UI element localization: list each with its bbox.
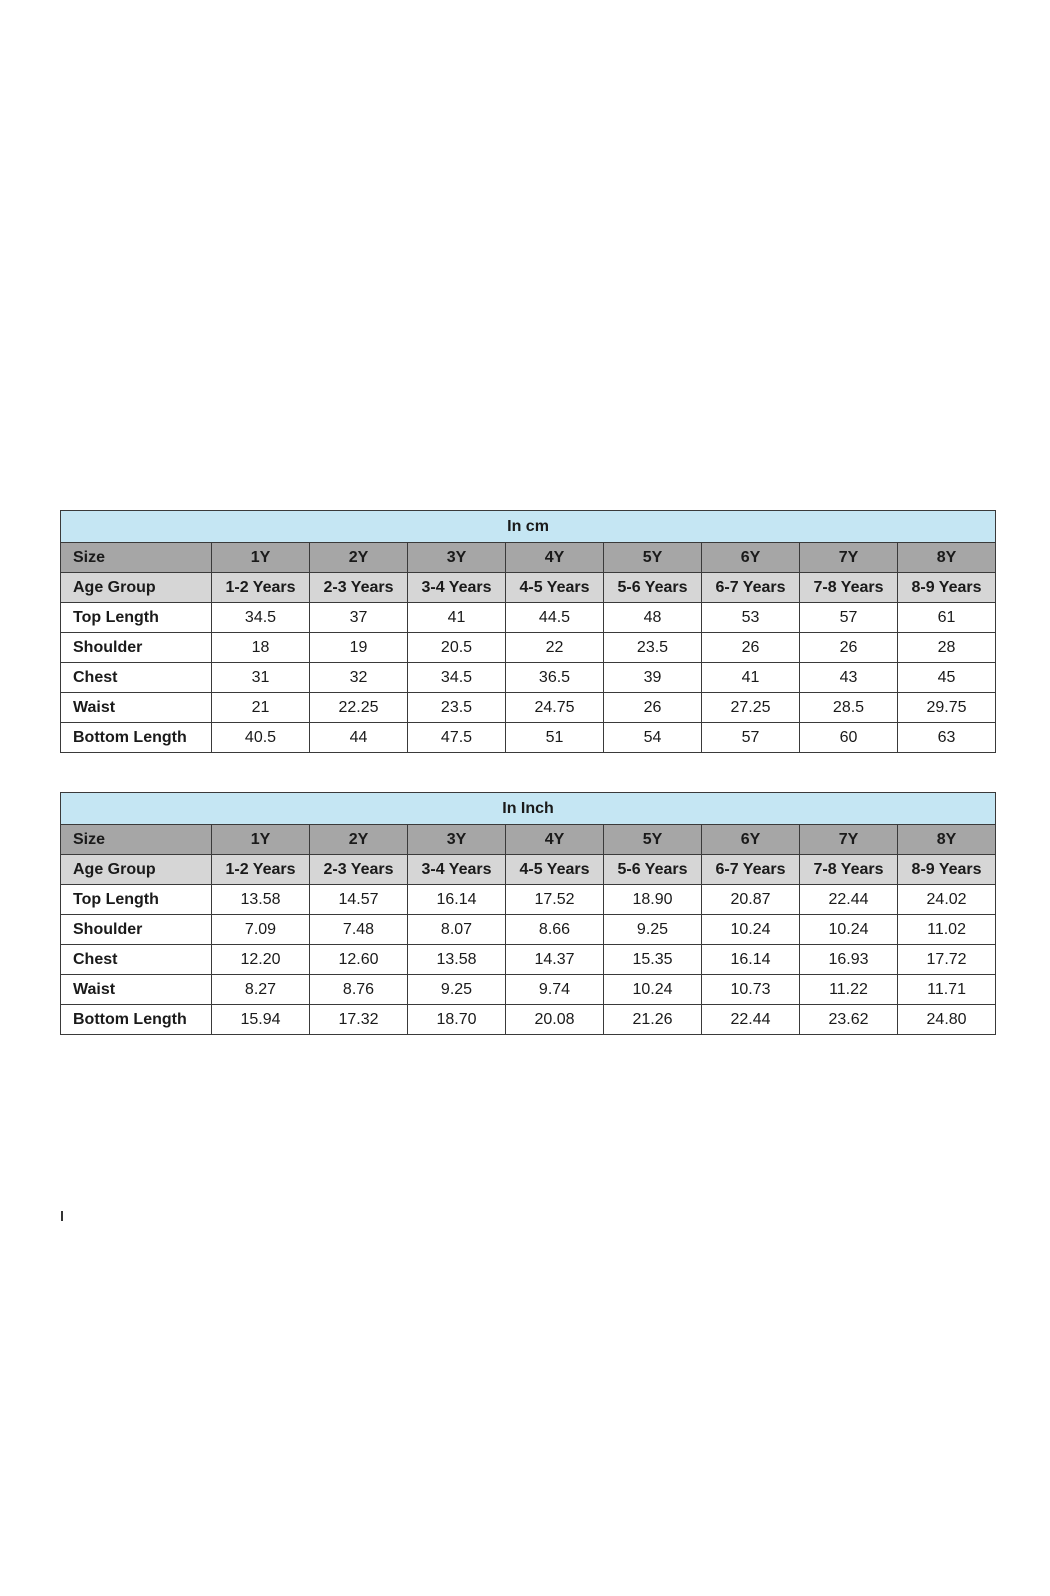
measurement-value: 20.5: [408, 633, 506, 663]
measurement-value: 16.93: [800, 945, 898, 975]
measurement-value: 23.5: [408, 693, 506, 723]
age-group-cell: 8-9 Years: [898, 855, 996, 885]
measurement-value: 57: [702, 723, 800, 753]
table-row: [61, 945, 996, 975]
measurement-value: 8.27: [212, 975, 310, 1005]
measurement-value: 21: [212, 693, 310, 723]
age-group-cell: 6-7 Years: [702, 855, 800, 885]
table-row: [61, 663, 996, 693]
measurement-value: 48: [604, 603, 702, 633]
measurement-value: 41: [408, 603, 506, 633]
table-row: [61, 693, 996, 723]
text-cursor: [61, 1211, 63, 1221]
size-cell: 3Y: [408, 543, 506, 573]
measurement-value: 51: [506, 723, 604, 753]
measurement-value: 17.32: [310, 1005, 408, 1035]
table-title-row: [61, 511, 996, 543]
measurement-value: 19: [310, 633, 408, 663]
measurement-value: 15.35: [604, 945, 702, 975]
measurement-value: 7.09: [212, 915, 310, 945]
measurement-value: 22.44: [702, 1005, 800, 1035]
measurement-value: 23.62: [800, 1005, 898, 1035]
measurement-value: 36.5: [506, 663, 604, 693]
measurement-value: 22.25: [310, 693, 408, 723]
measurement-value: 26: [604, 693, 702, 723]
measurement-value: 26: [800, 633, 898, 663]
size-cell: 6Y: [702, 825, 800, 855]
table-row: [61, 1005, 996, 1035]
age-group-cell: 2-3 Years: [310, 855, 408, 885]
measurement-value: 57: [800, 603, 898, 633]
age-group-cell: 8-9 Years: [898, 573, 996, 603]
age-group-cell: 3-4 Years: [408, 855, 506, 885]
size-cell: 2Y: [310, 543, 408, 573]
measurement-value: 40.5: [212, 723, 310, 753]
measurement-value: 21.26: [604, 1005, 702, 1035]
measurement-value: 43: [800, 663, 898, 693]
measurement-value: 10.73: [702, 975, 800, 1005]
measurement-value: 28: [898, 633, 996, 663]
measurement-value: 11.02: [898, 915, 996, 945]
measurement-value: 8.07: [408, 915, 506, 945]
size-cell: 8Y: [898, 825, 996, 855]
size-cell: 2Y: [310, 825, 408, 855]
measurement-value: 24.02: [898, 885, 996, 915]
measurement-value: 14.57: [310, 885, 408, 915]
measurement-label: Chest: [61, 663, 212, 693]
table-title-row: [61, 793, 996, 825]
age-group-row: [61, 855, 996, 885]
measurement-value: 17.72: [898, 945, 996, 975]
measurement-value: 24.75: [506, 693, 604, 723]
age-group-cell: 7-8 Years: [800, 855, 898, 885]
size-cell: 4Y: [506, 543, 604, 573]
size-header-row: [61, 543, 996, 573]
measurement-value: 10.24: [800, 915, 898, 945]
measurement-label: Waist: [61, 693, 212, 723]
measurement-value: 12.60: [310, 945, 408, 975]
measurement-value: 34.5: [408, 663, 506, 693]
measurement-value: 12.20: [212, 945, 310, 975]
measurement-label: Top Length: [61, 603, 212, 633]
measurement-value: 9.25: [604, 915, 702, 945]
measurement-value: 15.94: [212, 1005, 310, 1035]
age-group-label: Age Group: [61, 855, 212, 885]
size-cell: 4Y: [506, 825, 604, 855]
age-group-cell: 5-6 Years: [604, 573, 702, 603]
measurement-value: 39: [604, 663, 702, 693]
table-row: [61, 723, 996, 753]
measurement-value: 23.5: [604, 633, 702, 663]
measurement-value: 14.37: [506, 945, 604, 975]
measurement-value: 13.58: [408, 945, 506, 975]
age-group-cell: 4-5 Years: [506, 573, 604, 603]
measurement-value: 61: [898, 603, 996, 633]
measurement-value: 18: [212, 633, 310, 663]
measurement-value: 28.5: [800, 693, 898, 723]
age-group-row: [61, 573, 996, 603]
measurement-value: 20.08: [506, 1005, 604, 1035]
measurement-value: 44: [310, 723, 408, 753]
measurement-value: 34.5: [212, 603, 310, 633]
measurement-value: 18.70: [408, 1005, 506, 1035]
table-title: In cm: [61, 511, 996, 543]
measurement-label: Chest: [61, 945, 212, 975]
age-group-cell: 5-6 Years: [604, 855, 702, 885]
measurement-value: 20.87: [702, 885, 800, 915]
table-title: In Inch: [61, 793, 996, 825]
table-row: [61, 975, 996, 1005]
measurement-label: Top Length: [61, 885, 212, 915]
measurement-value: 13.58: [212, 885, 310, 915]
measurement-value: 7.48: [310, 915, 408, 945]
measurement-value: 53: [702, 603, 800, 633]
table-row: [61, 915, 996, 945]
size-label: Size: [61, 543, 212, 573]
size-header-row: [61, 825, 996, 855]
measurement-label: Bottom Length: [61, 1005, 212, 1035]
measurement-value: 22: [506, 633, 604, 663]
measurement-value: 63: [898, 723, 996, 753]
size-cell: 1Y: [212, 543, 310, 573]
measurement-value: 27.25: [702, 693, 800, 723]
measurement-label: Waist: [61, 975, 212, 1005]
measurement-value: 9.74: [506, 975, 604, 1005]
age-group-cell: 6-7 Years: [702, 573, 800, 603]
measurement-value: 11.71: [898, 975, 996, 1005]
measurement-value: 22.44: [800, 885, 898, 915]
measurement-value: 45: [898, 663, 996, 693]
table-row: [61, 633, 996, 663]
measurement-value: 37: [310, 603, 408, 633]
measurement-value: 10.24: [604, 975, 702, 1005]
age-group-label: Age Group: [61, 573, 212, 603]
size-cell: 5Y: [604, 543, 702, 573]
measurement-label: Bottom Length: [61, 723, 212, 753]
measurement-value: 54: [604, 723, 702, 753]
size-chart-cm: [60, 510, 996, 753]
size-label: Size: [61, 825, 212, 855]
size-cell: 1Y: [212, 825, 310, 855]
measurement-value: 8.66: [506, 915, 604, 945]
table-row: [61, 603, 996, 633]
measurement-value: 18.90: [604, 885, 702, 915]
measurement-value: 44.5: [506, 603, 604, 633]
measurement-value: 17.52: [506, 885, 604, 915]
size-cell: 3Y: [408, 825, 506, 855]
measurement-value: 41: [702, 663, 800, 693]
measurement-value: 60: [800, 723, 898, 753]
age-group-cell: 7-8 Years: [800, 573, 898, 603]
size-cell: 8Y: [898, 543, 996, 573]
measurement-label: Shoulder: [61, 633, 212, 663]
size-cell: 7Y: [800, 825, 898, 855]
age-group-cell: 4-5 Years: [506, 855, 604, 885]
size-cell: 7Y: [800, 543, 898, 573]
size-cell: 5Y: [604, 825, 702, 855]
measurement-value: 26: [702, 633, 800, 663]
measurement-value: 16.14: [702, 945, 800, 975]
size-chart-inch: [60, 792, 996, 1035]
measurement-value: 29.75: [898, 693, 996, 723]
measurement-value: 24.80: [898, 1005, 996, 1035]
measurement-value: 11.22: [800, 975, 898, 1005]
measurement-value: 31: [212, 663, 310, 693]
measurement-value: 32: [310, 663, 408, 693]
age-group-cell: 1-2 Years: [212, 855, 310, 885]
age-group-cell: 1-2 Years: [212, 573, 310, 603]
measurement-value: 47.5: [408, 723, 506, 753]
table-row: [61, 885, 996, 915]
age-group-cell: 2-3 Years: [310, 573, 408, 603]
measurement-value: 9.25: [408, 975, 506, 1005]
measurement-value: 10.24: [702, 915, 800, 945]
size-cell: 6Y: [702, 543, 800, 573]
measurement-label: Shoulder: [61, 915, 212, 945]
age-group-cell: 3-4 Years: [408, 573, 506, 603]
measurement-value: 8.76: [310, 975, 408, 1005]
measurement-value: 16.14: [408, 885, 506, 915]
